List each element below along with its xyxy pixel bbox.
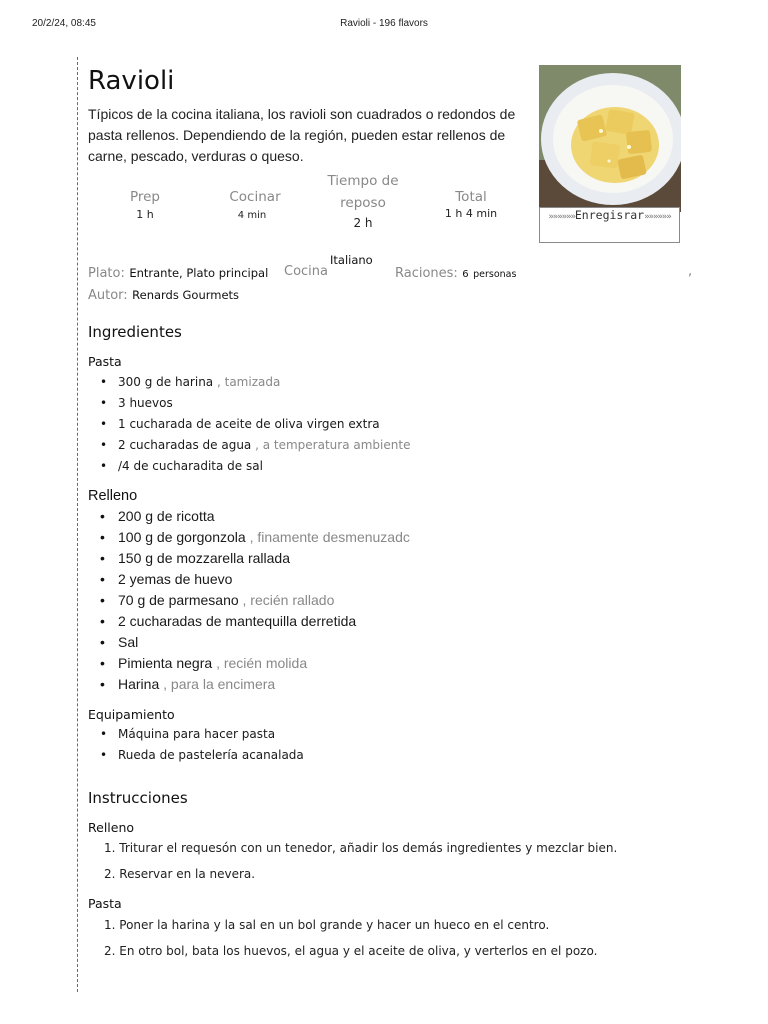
list-item: • Sal (100, 632, 410, 653)
equipment-heading: Equipamiento (88, 707, 175, 722)
rest-time-label-line2: reposo (340, 195, 386, 211)
pasta-ingredients-heading: Pasta (88, 354, 122, 369)
servings-value: 6 (462, 269, 469, 280)
pasta-steps-list (88, 917, 597, 969)
total-time-value: 1 h 4 min (444, 207, 498, 220)
list-item: 1. Poner la harina y la sal en un bol grande y hacer un hueco en el centro. (104, 918, 550, 932)
list-item: • 2 cucharadas de agua , a temperatura ambiente (100, 435, 410, 456)
equipment-list (100, 724, 304, 766)
list-item: • 2 yemas de huevo (100, 569, 410, 590)
left-margin-line (77, 57, 78, 992)
save-recipe-button[interactable] (539, 207, 680, 243)
save-label: Enregisrar (574, 208, 645, 222)
cook-time-label: Cocinar (229, 189, 281, 205)
list-item: • 3 huevos (100, 393, 410, 414)
recipe-title: Ravioli (88, 66, 175, 96)
list-item: • Harina , para la encimera (100, 674, 410, 695)
save-deco-right: »»»»»» (644, 212, 671, 222)
list-item: • /4 de cucharadita de sal (100, 456, 410, 477)
filling-ingredient-list (100, 506, 410, 695)
servings-label: Raciones: (395, 266, 458, 281)
cuisine-label: Cocina (284, 264, 328, 279)
filling-steps-list (88, 840, 617, 892)
prep-time-label: Prep (129, 189, 161, 205)
author-label: Autor: (88, 288, 128, 303)
list-item: • 70 g de parmesano , recién rallado (100, 590, 410, 611)
list-item: • 100 g de gorgonzola , finamente desmenuzadc (100, 527, 410, 548)
pasta-instructions-heading: Pasta (88, 896, 122, 911)
cuisine-value: Italiano (330, 253, 373, 267)
recipe-intro: Típicos de la cocina italiana, los ravioli son cuadrados o redondos de pasta rellenos. Dependiendo de la región, pueden estar rellenos de carne, pescado, verduras o queso. (88, 106, 516, 164)
list-item: • Rueda de pastelería acanalada (100, 745, 304, 766)
list-item: • 2 cucharadas de mantequilla derretida (100, 611, 410, 632)
ingredients-heading: Ingredientes (88, 323, 182, 341)
course-value: Entrante, Plato principal (129, 266, 269, 280)
pasta-ingredient-list (100, 372, 410, 477)
list-item: • 300 g de harina , tamizada (100, 372, 410, 393)
author-value: Renards Gourmets (132, 288, 240, 302)
list-item: • 200 g de ricotta (100, 506, 410, 527)
servings-row (395, 264, 516, 282)
rest-time-label-line1: Tiempo de (327, 173, 399, 189)
author-row (88, 286, 239, 304)
list-item: • 150 g de mozzarella rallada (100, 548, 410, 569)
prep-time-value: 1 h (136, 208, 154, 221)
rest-time-value: 2 h (353, 216, 373, 230)
list-item: 1. Triturar el requesón con un tenedor, añadir los demás ingredientes y mezclar bien. (104, 841, 618, 855)
print-datetime: 20/2/24, 08:45 (32, 18, 96, 29)
filling-ingredients-heading: Relleno (88, 488, 138, 504)
course-row (88, 264, 268, 282)
filling-instructions-heading: Relleno (88, 820, 135, 835)
ravioli-plate-image (539, 65, 681, 212)
total-time-label: Total (455, 189, 487, 205)
servings-unit: personas (473, 269, 517, 280)
stray-mark: , (688, 264, 693, 279)
recipe-photo (539, 65, 681, 212)
instructions-heading: Instrucciones (88, 789, 188, 807)
list-item: 2. Reservar en la nevera. (104, 867, 256, 881)
course-label: Plato: (88, 266, 125, 281)
print-page-title: Ravioli - 196 flavors (340, 18, 428, 29)
list-item: 2. En otro bol, bata los huevos, el agua y el aceite de oliva, y verterlos en el pozo. (104, 944, 598, 958)
list-item: • Máquina para hacer pasta (100, 724, 304, 745)
list-item: • Pimienta negra , recién molida (100, 653, 410, 674)
save-deco-left: »»»»»» (548, 212, 575, 222)
list-item: • 1 cucharada de aceite de oliva virgen extra (100, 414, 410, 435)
cook-time-value: 4 min (237, 210, 267, 221)
